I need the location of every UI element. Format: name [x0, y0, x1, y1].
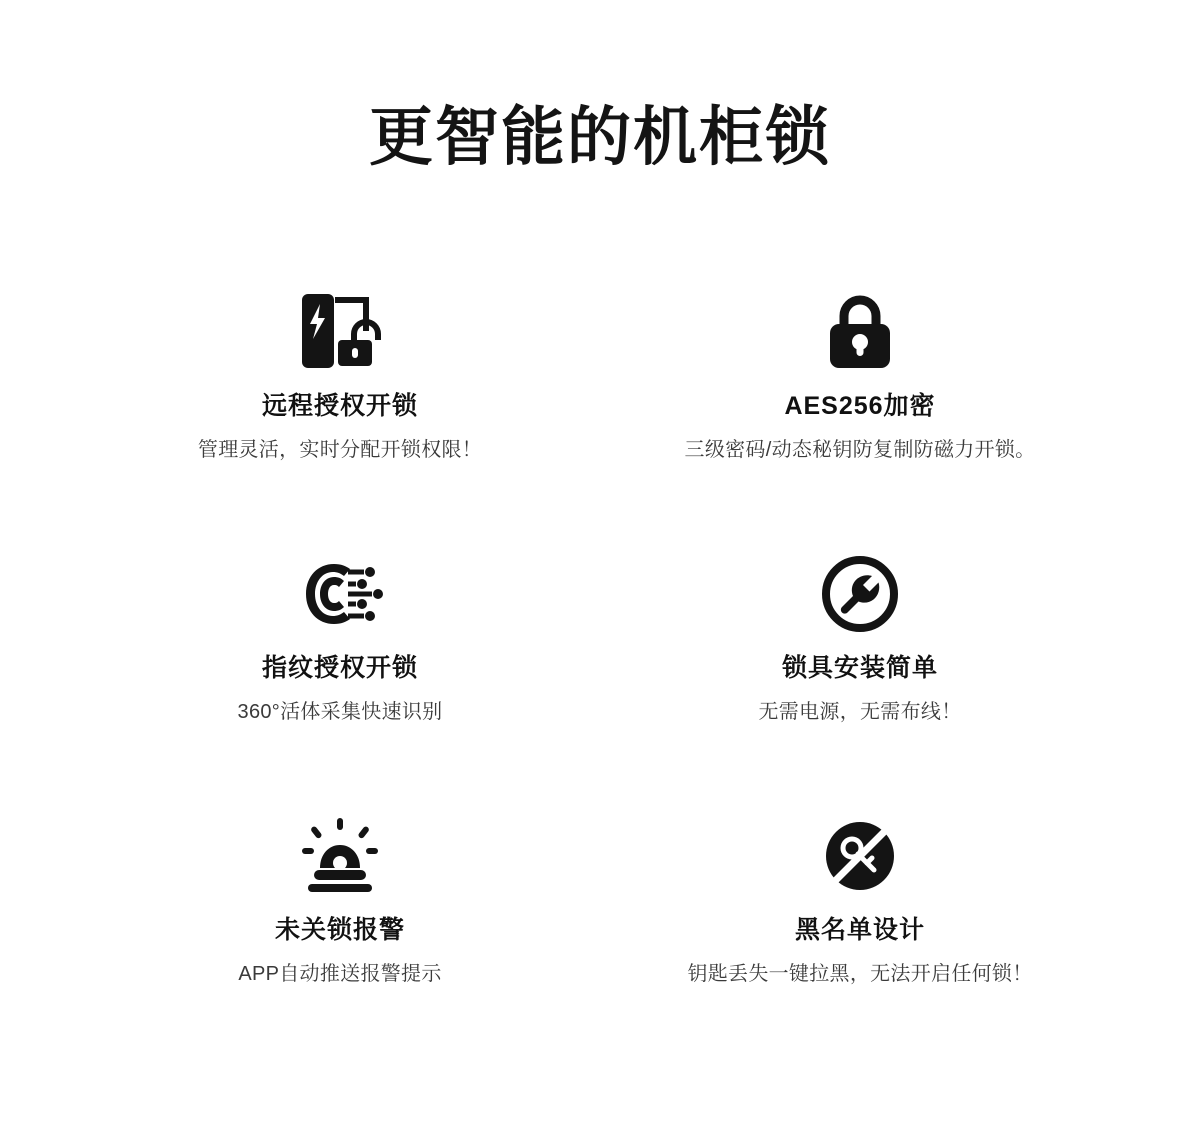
page-title: 更智能的机柜锁 — [369, 101, 831, 173]
feature-item-easy-install — [600, 551, 1120, 813]
feature-desc: 360°活体采集快速识别 — [237, 701, 443, 724]
feature-title: 远程授权开锁 — [261, 392, 418, 421]
feature-grid — [80, 171, 1120, 1075]
padlock-icon — [820, 289, 900, 375]
feature-title: 锁具安装简单 — [781, 654, 938, 683]
feature-item-remote-unlock — [80, 289, 600, 551]
feature-item-fingerprint — [80, 551, 600, 813]
feature-item-unlocked-alarm — [80, 813, 600, 1075]
feature-desc: 三级密码/动态秘钥防复制防磁力开锁。 — [684, 439, 1036, 462]
feature-desc: 钥匙丢失一键拉黑，无法开启任何锁！ — [687, 963, 1033, 986]
feature-title: 指纹授权开锁 — [261, 654, 418, 683]
fingerprint-circuit-icon — [294, 551, 386, 637]
feature-desc: 管理灵活，实时分配开锁权限！ — [197, 439, 483, 462]
remote-unlock-icon — [294, 289, 386, 375]
alarm-siren-icon — [298, 813, 382, 899]
feature-title: 未关锁报警 — [274, 916, 405, 945]
feature-title: AES256加密 — [784, 392, 936, 421]
feature-desc: 无需电源，无需布线！ — [758, 701, 962, 724]
feature-item-aes256 — [600, 289, 1120, 551]
feature-title: 黑名单设计 — [794, 916, 925, 945]
feature-desc: APP自动推送报警提示 — [238, 963, 442, 986]
feature-item-blacklist — [600, 813, 1120, 1075]
wrench-circle-icon — [822, 551, 898, 637]
blacklist-key-icon — [822, 813, 898, 899]
